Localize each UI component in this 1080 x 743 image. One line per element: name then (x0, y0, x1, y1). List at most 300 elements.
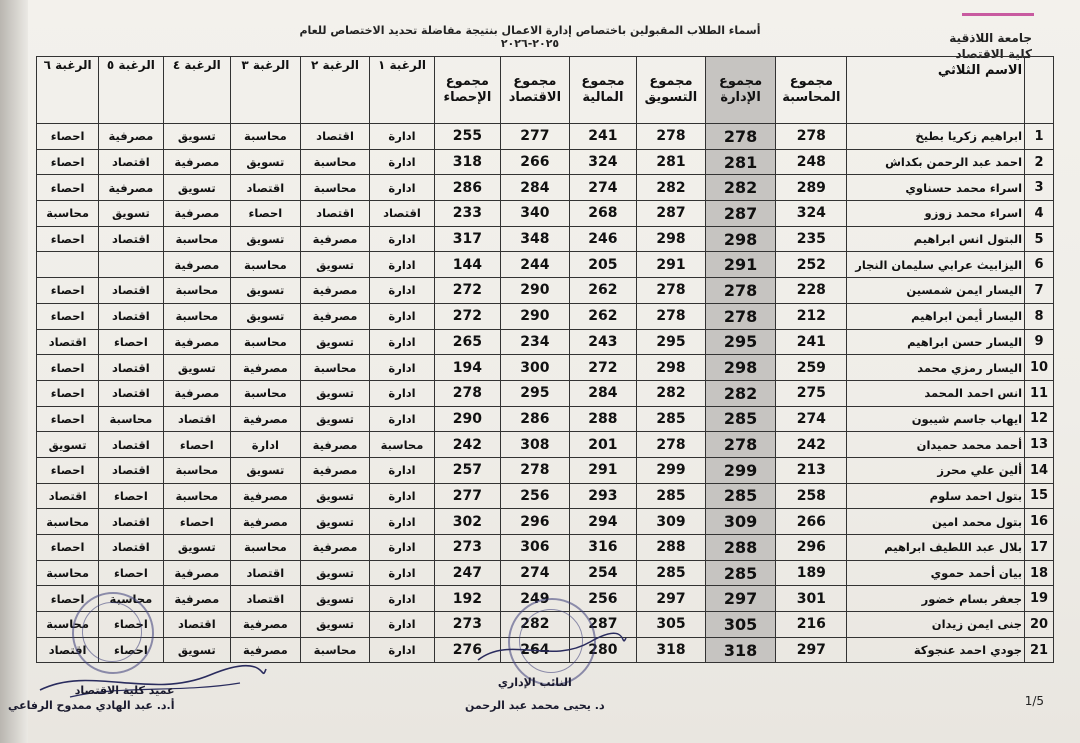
preference-4: محاسبة (163, 226, 231, 252)
preference-2: تسويق (300, 380, 370, 406)
preference-1: ادارة (370, 303, 434, 329)
marketing-total: 298 (637, 355, 706, 381)
dean-signature-block (8, 684, 175, 712)
preference-1: ادارة (370, 483, 434, 509)
deputy-signature-block (465, 676, 605, 712)
table-row (37, 226, 1054, 252)
table-row (37, 509, 1054, 535)
preference-4: محاسبة (163, 303, 231, 329)
preference-1: ادارة (370, 457, 434, 483)
student-name: بتول احمد سلوم (847, 483, 1025, 509)
accounting-total: 241 (776, 329, 847, 355)
table-row (37, 535, 1054, 561)
preference-3: تسويق (231, 278, 301, 304)
statistics-total: 192 (434, 586, 500, 612)
statistics-total: 278 (434, 380, 500, 406)
preference-3: تسويق (231, 226, 301, 252)
row-index: 1 (1025, 124, 1054, 150)
marketing-total: 295 (637, 329, 706, 355)
admin-total: 281 (705, 149, 776, 175)
row-index: 4 (1025, 201, 1054, 227)
admin-total: 298 (705, 226, 776, 252)
accounting-total: 228 (776, 278, 847, 304)
accounting-total: 266 (776, 509, 847, 535)
statistics-total: 265 (434, 329, 500, 355)
table-row (37, 201, 1054, 227)
preference-6: محاسبة (37, 612, 99, 638)
preference-6: احصاء (37, 226, 99, 252)
preference-6: محاسبة (37, 560, 99, 586)
admin-total: 285 (705, 560, 776, 586)
col-header-pref5: الرغبة ٥ (99, 57, 163, 124)
preference-2: تسويق (300, 252, 370, 278)
student-name: بيان أحمد حموي (847, 560, 1025, 586)
preference-2: تسويق (300, 406, 370, 432)
preference-5: تسويق (99, 201, 163, 227)
statistics-total: 276 (434, 637, 500, 663)
table-row (37, 149, 1054, 175)
student-name: ابراهيم زكريا بطيخ (847, 124, 1025, 150)
preference-4: محاسبة (163, 278, 231, 304)
row-index: 21 (1025, 637, 1054, 663)
preference-3: اقتصاد (231, 560, 301, 586)
preference-1: ادارة (370, 586, 434, 612)
preference-3: تسويق (231, 457, 301, 483)
economics-total: 295 (501, 380, 570, 406)
marketing-total: 285 (637, 406, 706, 432)
preference-2: مصرفية (300, 278, 370, 304)
economics-total: 306 (501, 535, 570, 561)
preference-4: مصرفية (163, 586, 231, 612)
marketing-total: 287 (637, 201, 706, 227)
row-index: 2 (1025, 149, 1054, 175)
student-name: جودي احمد عنجوكة (847, 637, 1025, 663)
preference-3: مصرفية (231, 483, 301, 509)
preference-6: احصاء (37, 355, 99, 381)
preference-3: محاسبة (231, 124, 301, 150)
col-header-statistics: مجموع الإحصاء (434, 57, 500, 124)
finance-total: 316 (569, 535, 637, 561)
page-number: 1/5 (1024, 694, 1044, 708)
col-header-pref1: الرغبة ١ (370, 57, 434, 124)
finance-total: 262 (569, 303, 637, 329)
preference-4: مصرفية (163, 329, 231, 355)
economics-total: 286 (501, 406, 570, 432)
preference-4: مصرفية (163, 149, 231, 175)
admin-total: 287 (705, 201, 776, 227)
preference-2: اقتصاد (300, 201, 370, 227)
col-header-name: الاسم الثلاثي (847, 57, 1025, 124)
admin-total: 282 (705, 380, 776, 406)
preference-1: ادارة (370, 612, 434, 638)
student-name: اسراء محمد حسناوي (847, 175, 1025, 201)
preference-1: ادارة (370, 252, 434, 278)
preference-5: احصاء (99, 637, 163, 663)
student-name: اليزابيث عرابي سليمان النجار (847, 252, 1025, 278)
preference-4: محاسبة (163, 457, 231, 483)
statistics-total: 272 (434, 278, 500, 304)
student-name: اسراء محمد زوزو (847, 201, 1025, 227)
preference-5 (99, 252, 163, 278)
table-header-row (37, 57, 1054, 124)
dean-name: أ.د. عبد الهادي ممدوح الرفاعي (8, 699, 175, 712)
preference-2: تسويق (300, 560, 370, 586)
table-row (37, 457, 1054, 483)
row-index: 8 (1025, 303, 1054, 329)
accounting-total: 189 (776, 560, 847, 586)
col-header-admin: مجموع الإدارة (705, 57, 776, 124)
student-name: جنى ايمن زيدان (847, 612, 1025, 638)
statistics-total: 242 (434, 432, 500, 458)
preference-4: مصرفية (163, 560, 231, 586)
preference-3: مصرفية (231, 509, 301, 535)
admin-total: 278 (705, 303, 776, 329)
finance-total: 280 (569, 637, 637, 663)
preference-1: ادارة (370, 278, 434, 304)
preference-1: ادارة (370, 329, 434, 355)
statistics-total: 317 (434, 226, 500, 252)
preference-6: اقتصاد (37, 637, 99, 663)
student-name: اليسار حسن ابراهيم (847, 329, 1025, 355)
preference-1: ادارة (370, 560, 434, 586)
accounting-total: 248 (776, 149, 847, 175)
finance-total: 287 (569, 612, 637, 638)
row-index: 7 (1025, 278, 1054, 304)
preference-6: اقتصاد (37, 483, 99, 509)
marketing-total: 305 (637, 612, 706, 638)
economics-total: 274 (501, 560, 570, 586)
preference-3: تسويق (231, 149, 301, 175)
preference-4: تسويق (163, 175, 231, 201)
col-header-pref6: الرغبة ٦ (37, 57, 99, 124)
row-index: 6 (1025, 252, 1054, 278)
marketing-total: 285 (637, 483, 706, 509)
finance-total: 272 (569, 355, 637, 381)
preference-3: محاسبة (231, 380, 301, 406)
economics-total: 278 (501, 457, 570, 483)
preference-2: محاسبة (300, 175, 370, 201)
preference-4: احصاء (163, 432, 231, 458)
marketing-total: 278 (637, 303, 706, 329)
marketing-total: 299 (637, 457, 706, 483)
marketing-total: 298 (637, 226, 706, 252)
accounting-total: 259 (776, 355, 847, 381)
col-header-pref3: الرغبة ٣ (231, 57, 301, 124)
admin-total: 278 (705, 432, 776, 458)
preference-6: احصاء (37, 457, 99, 483)
admin-total: 278 (705, 278, 776, 304)
admin-total: 288 (705, 535, 776, 561)
table-row (37, 380, 1054, 406)
row-index: 3 (1025, 175, 1054, 201)
student-name: جعفر بسام خضور (847, 586, 1025, 612)
finance-total: 254 (569, 560, 637, 586)
col-header-economics: مجموع الاقتصاد (501, 57, 570, 124)
preference-2: محاسبة (300, 355, 370, 381)
economics-total: 277 (501, 124, 570, 150)
preference-5: اقتصاد (99, 355, 163, 381)
economics-total: 264 (501, 637, 570, 663)
row-index: 14 (1025, 457, 1054, 483)
statistics-total: 290 (434, 406, 500, 432)
marketing-total: 278 (637, 432, 706, 458)
finance-total: 293 (569, 483, 637, 509)
student-name: انس احمد المحمد (847, 380, 1025, 406)
statistics-total: 255 (434, 124, 500, 150)
preference-4: تسويق (163, 355, 231, 381)
table-row (37, 560, 1054, 586)
preference-4: مصرفية (163, 380, 231, 406)
row-index: 9 (1025, 329, 1054, 355)
student-name: ايهاب جاسم شيبون (847, 406, 1025, 432)
accounting-total: 296 (776, 535, 847, 561)
preference-1: ادارة (370, 406, 434, 432)
preference-6: احصاء (37, 149, 99, 175)
row-index: 18 (1025, 560, 1054, 586)
preference-5: اقتصاد (99, 535, 163, 561)
table-row (37, 483, 1054, 509)
accounting-total: 235 (776, 226, 847, 252)
preference-5: احصاء (99, 483, 163, 509)
admin-total: 285 (705, 406, 776, 432)
preference-2: تسويق (300, 329, 370, 355)
dean-title: عميد كلية الاقتصاد (74, 684, 175, 697)
statistics-total: 273 (434, 535, 500, 561)
preference-2: مصرفية (300, 432, 370, 458)
accounting-total: 278 (776, 124, 847, 150)
finance-total: 288 (569, 406, 637, 432)
preference-1: ادارة (370, 226, 434, 252)
preference-1: ادارة (370, 175, 434, 201)
col-header-index (1025, 57, 1054, 124)
economics-total: 266 (501, 149, 570, 175)
admin-total: 285 (705, 483, 776, 509)
economics-total: 249 (501, 586, 570, 612)
faculty-name: كلية الاقتصاد (955, 47, 1032, 61)
student-name: احمد عبد الرحمن بكداش (847, 149, 1025, 175)
student-name: ألين علي محرز (847, 457, 1025, 483)
preference-1: اقتصاد (370, 201, 434, 227)
preference-6: احصاء (37, 124, 99, 150)
preference-6: محاسبة (37, 201, 99, 227)
preference-3: محاسبة (231, 252, 301, 278)
economics-total: 290 (501, 278, 570, 304)
preference-1: ادارة (370, 535, 434, 561)
row-index: 10 (1025, 355, 1054, 381)
preference-5: محاسبة (99, 406, 163, 432)
finance-total: 291 (569, 457, 637, 483)
row-index: 12 (1025, 406, 1054, 432)
preference-1: ادارة (370, 509, 434, 535)
preference-3: محاسبة (231, 329, 301, 355)
preference-1: ادارة (370, 149, 434, 175)
preference-5: اقتصاد (99, 226, 163, 252)
preference-6: احصاء (37, 406, 99, 432)
table-row (37, 432, 1054, 458)
accounting-total: 301 (776, 586, 847, 612)
row-index: 17 (1025, 535, 1054, 561)
marketing-total: 282 (637, 175, 706, 201)
preference-3: ادارة (231, 432, 301, 458)
preference-2: مصرفية (300, 535, 370, 561)
preference-1: ادارة (370, 380, 434, 406)
accounting-total: 324 (776, 201, 847, 227)
finance-total: 241 (569, 124, 637, 150)
row-index: 13 (1025, 432, 1054, 458)
admin-total: 305 (705, 612, 776, 638)
preference-1: ادارة (370, 637, 434, 663)
accounting-total: 213 (776, 457, 847, 483)
economics-total: 300 (501, 355, 570, 381)
preference-4: مصرفية (163, 252, 231, 278)
students-table (36, 56, 1054, 663)
economics-total: 244 (501, 252, 570, 278)
table-row (37, 355, 1054, 381)
finance-total: 294 (569, 509, 637, 535)
accounting-total: 274 (776, 406, 847, 432)
preference-5: اقتصاد (99, 149, 163, 175)
preference-2: تسويق (300, 483, 370, 509)
admin-total: 295 (705, 329, 776, 355)
table-body (37, 124, 1054, 663)
preference-6: احصاء (37, 535, 99, 561)
row-index: 11 (1025, 380, 1054, 406)
admin-total: 297 (705, 586, 776, 612)
row-index: 5 (1025, 226, 1054, 252)
accounting-total: 212 (776, 303, 847, 329)
student-name: اليسار أيمن ابراهيم (847, 303, 1025, 329)
preference-5: اقتصاد (99, 457, 163, 483)
col-header-marketing: مجموع التسويق (637, 57, 706, 124)
table-row (37, 406, 1054, 432)
accounting-total: 275 (776, 380, 847, 406)
marketing-total: 278 (637, 278, 706, 304)
marketing-total: 282 (637, 380, 706, 406)
preference-5: احصاء (99, 560, 163, 586)
preference-5: احصاء (99, 329, 163, 355)
finance-total: 268 (569, 201, 637, 227)
preference-4: تسويق (163, 124, 231, 150)
marketing-total: 297 (637, 586, 706, 612)
marketing-total: 288 (637, 535, 706, 561)
marketing-total: 291 (637, 252, 706, 278)
deputy-name: د. يحيى محمد عبد الرحمن (465, 699, 605, 712)
preference-4: اقتصاد (163, 406, 231, 432)
finance-total: 201 (569, 432, 637, 458)
pink-ink-mark (962, 13, 1034, 16)
preference-2: تسويق (300, 612, 370, 638)
marketing-total: 278 (637, 124, 706, 150)
signature-scribble-center (470, 630, 630, 670)
marketing-total: 318 (637, 637, 706, 663)
economics-total: 290 (501, 303, 570, 329)
statistics-total: 277 (434, 483, 500, 509)
student-name: اليسار ايمن شمسين (847, 278, 1025, 304)
statistics-total: 273 (434, 612, 500, 638)
col-header-pref4: الرغبة ٤ (163, 57, 231, 124)
table-row (37, 278, 1054, 304)
student-name: أحمد محمد حميدان (847, 432, 1025, 458)
preference-6: محاسبة (37, 509, 99, 535)
economics-total: 348 (501, 226, 570, 252)
preference-4: اقتصاد (163, 612, 231, 638)
finance-total: 274 (569, 175, 637, 201)
preference-6: احصاء (37, 278, 99, 304)
col-header-pref2: الرغبة ٢ (300, 57, 370, 124)
marketing-total: 309 (637, 509, 706, 535)
col-header-accounting: مجموع المحاسبة (776, 57, 847, 124)
economics-total: 296 (501, 509, 570, 535)
admin-total: 299 (705, 457, 776, 483)
finance-total: 262 (569, 278, 637, 304)
accounting-total: 242 (776, 432, 847, 458)
marketing-total: 285 (637, 560, 706, 586)
admin-total: 318 (705, 637, 776, 663)
preference-1: ادارة (370, 124, 434, 150)
preference-4: تسويق (163, 535, 231, 561)
economics-total: 234 (501, 329, 570, 355)
economics-total: 308 (501, 432, 570, 458)
student-name: بلال عبد اللطيف ابراهيم (847, 535, 1025, 561)
preference-2: مصرفية (300, 226, 370, 252)
row-index: 16 (1025, 509, 1054, 535)
preference-5: احصاء (99, 612, 163, 638)
preference-2: مصرفية (300, 457, 370, 483)
accounting-total: 258 (776, 483, 847, 509)
row-index: 20 (1025, 612, 1054, 638)
preference-3: مصرفية (231, 637, 301, 663)
student-name: البتول انس ابراهيم (847, 226, 1025, 252)
finance-total: 205 (569, 252, 637, 278)
preference-5: اقتصاد (99, 432, 163, 458)
preference-1: ادارة (370, 355, 434, 381)
marketing-total: 281 (637, 149, 706, 175)
statistics-total: 272 (434, 303, 500, 329)
preference-3: اقتصاد (231, 586, 301, 612)
table-row (37, 124, 1054, 150)
document-title: أسماء الطلاب المقبولين باختصاص إدارة الاعمال بنتيجة مفاضلة تحديد الاختصاص للعام ٢٠٢٥-٢٠٢٦ (299, 24, 761, 50)
row-index: 19 (1025, 586, 1054, 612)
statistics-total: 247 (434, 560, 500, 586)
statistics-total: 257 (434, 457, 500, 483)
preference-6 (37, 252, 99, 278)
student-name: بتول محمد امين (847, 509, 1025, 535)
finance-total: 284 (569, 380, 637, 406)
finance-total: 256 (569, 586, 637, 612)
preference-6: تسويق (37, 432, 99, 458)
preference-4: محاسبة (163, 483, 231, 509)
preference-6: احصاء (37, 380, 99, 406)
preference-1: محاسبة (370, 432, 434, 458)
preference-5: مصرفية (99, 124, 163, 150)
preference-3: تسويق (231, 303, 301, 329)
preference-5: مصرفية (99, 175, 163, 201)
preference-5: اقتصاد (99, 380, 163, 406)
preference-3: مصرفية (231, 355, 301, 381)
accounting-total: 252 (776, 252, 847, 278)
row-index: 15 (1025, 483, 1054, 509)
statistics-total: 233 (434, 201, 500, 227)
preference-2: محاسبة (300, 637, 370, 663)
preference-4: تسويق (163, 637, 231, 663)
table-row (37, 329, 1054, 355)
preference-6: احصاء (37, 175, 99, 201)
accounting-total: 216 (776, 612, 847, 638)
col-header-finance: مجموع المالية (569, 57, 637, 124)
preference-3: مصرفية (231, 406, 301, 432)
preference-6: احصاء (37, 586, 99, 612)
preference-3: احصاء (231, 201, 301, 227)
